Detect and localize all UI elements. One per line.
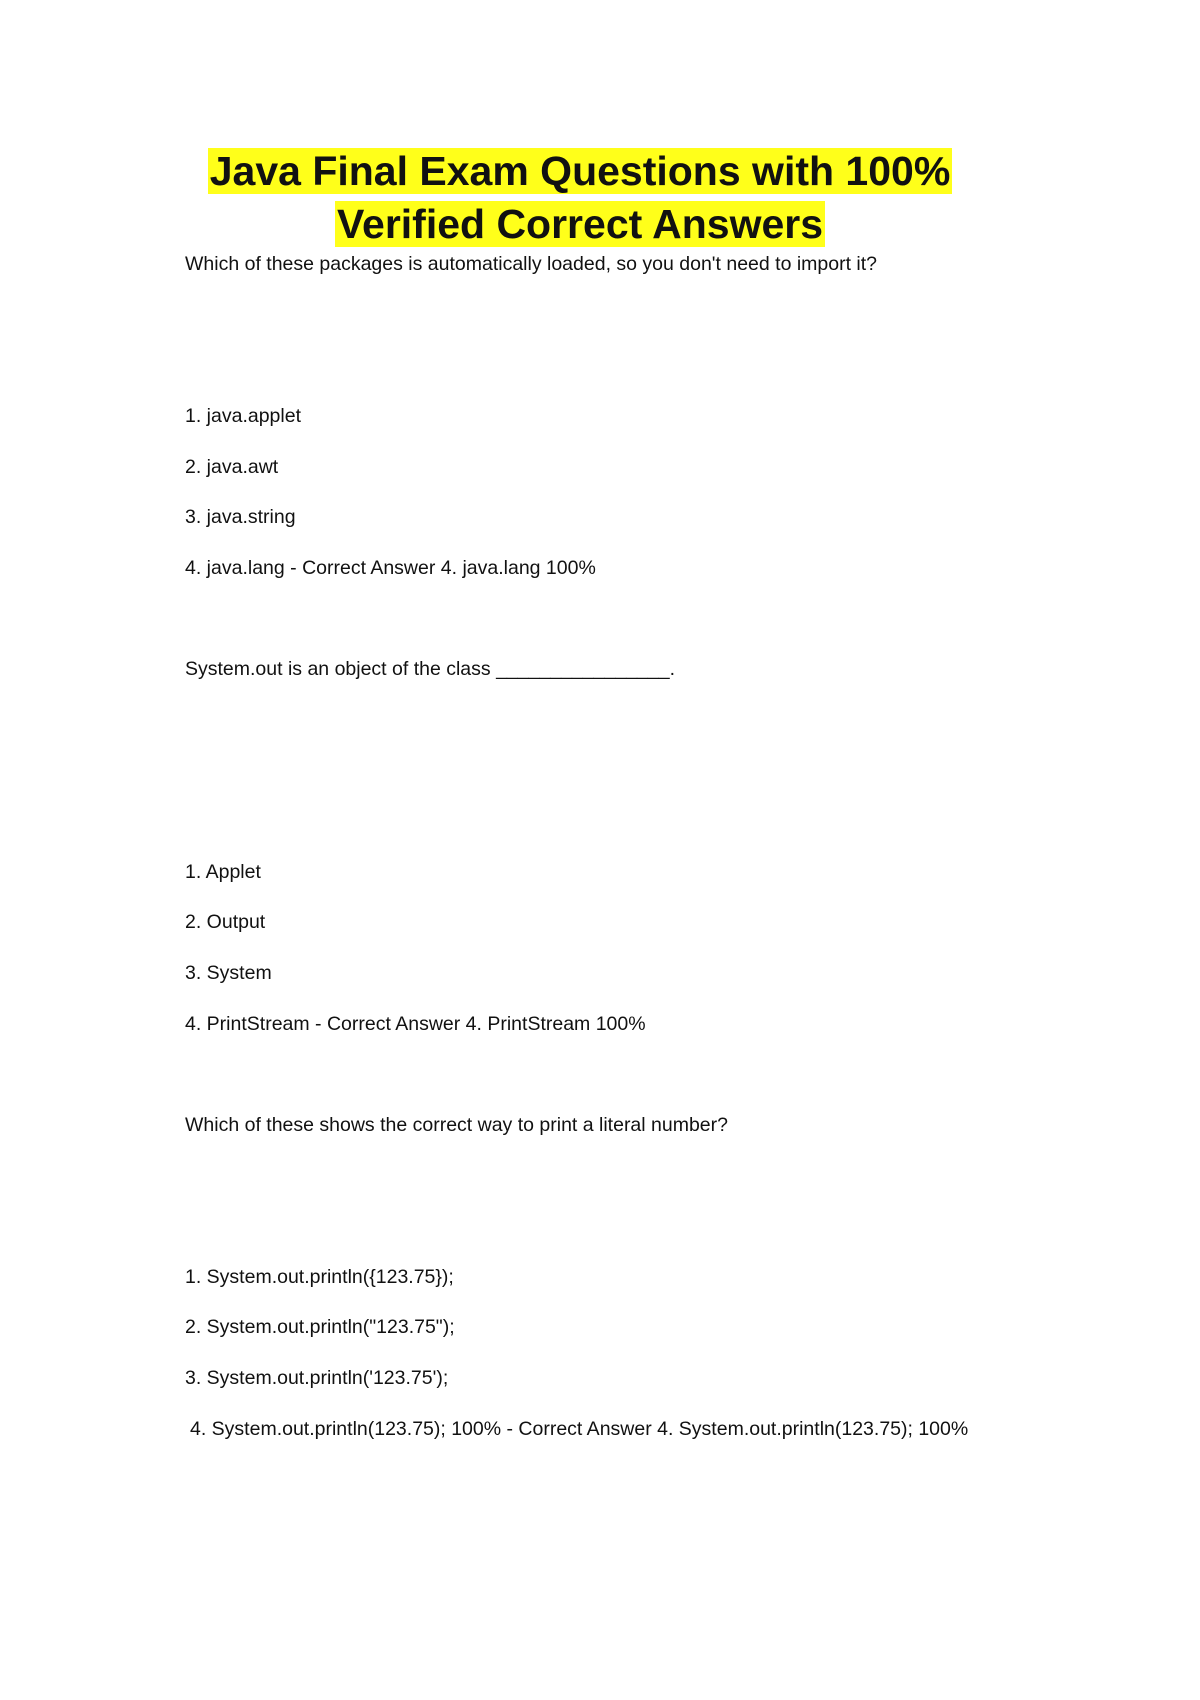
title-line-2: Verified Correct Answers <box>336 201 824 247</box>
question-2-option-3: 3. System <box>185 962 272 984</box>
question-1-option-1: 1. java.applet <box>185 405 302 427</box>
document-title <box>0 145 1160 251</box>
question-3-option-3: 3. System.out.println('123.75'); <box>185 1367 449 1389</box>
question-3-option-1: 1. System.out.println({123.75}); <box>185 1266 454 1288</box>
question-1-prompt: Which of these packages is automatically loaded, so you don't need to import it? <box>185 253 878 275</box>
question-1-option-2: 2. java.awt <box>185 456 279 478</box>
question-1-option-4-answer: 4. java.lang - Correct Answer 4. java.lang 100% <box>185 557 596 579</box>
question-3-option-4-answer: 4. System.out.println(123.75); 100% - Correct Answer 4. System.out.println(123.75); 100% <box>190 1418 969 1440</box>
question-2-prompt: System.out is an object of the class ________________. <box>185 658 676 680</box>
question-3-option-2: 2. System.out.println("123.75"); <box>185 1316 455 1338</box>
question-3-prompt: Which of these shows the correct way to print a literal number? <box>185 1114 728 1136</box>
question-2-option-1: 1. Applet <box>185 861 261 883</box>
question-1-option-3: 3. java.string <box>185 506 296 528</box>
title-line-1: Java Final Exam Questions with 100% <box>209 148 951 194</box>
question-2-option-2: 2. Output <box>185 911 266 933</box>
question-2-option-4-answer: 4. PrintStream - Correct Answer 4. PrintStream 100% <box>185 1013 646 1035</box>
